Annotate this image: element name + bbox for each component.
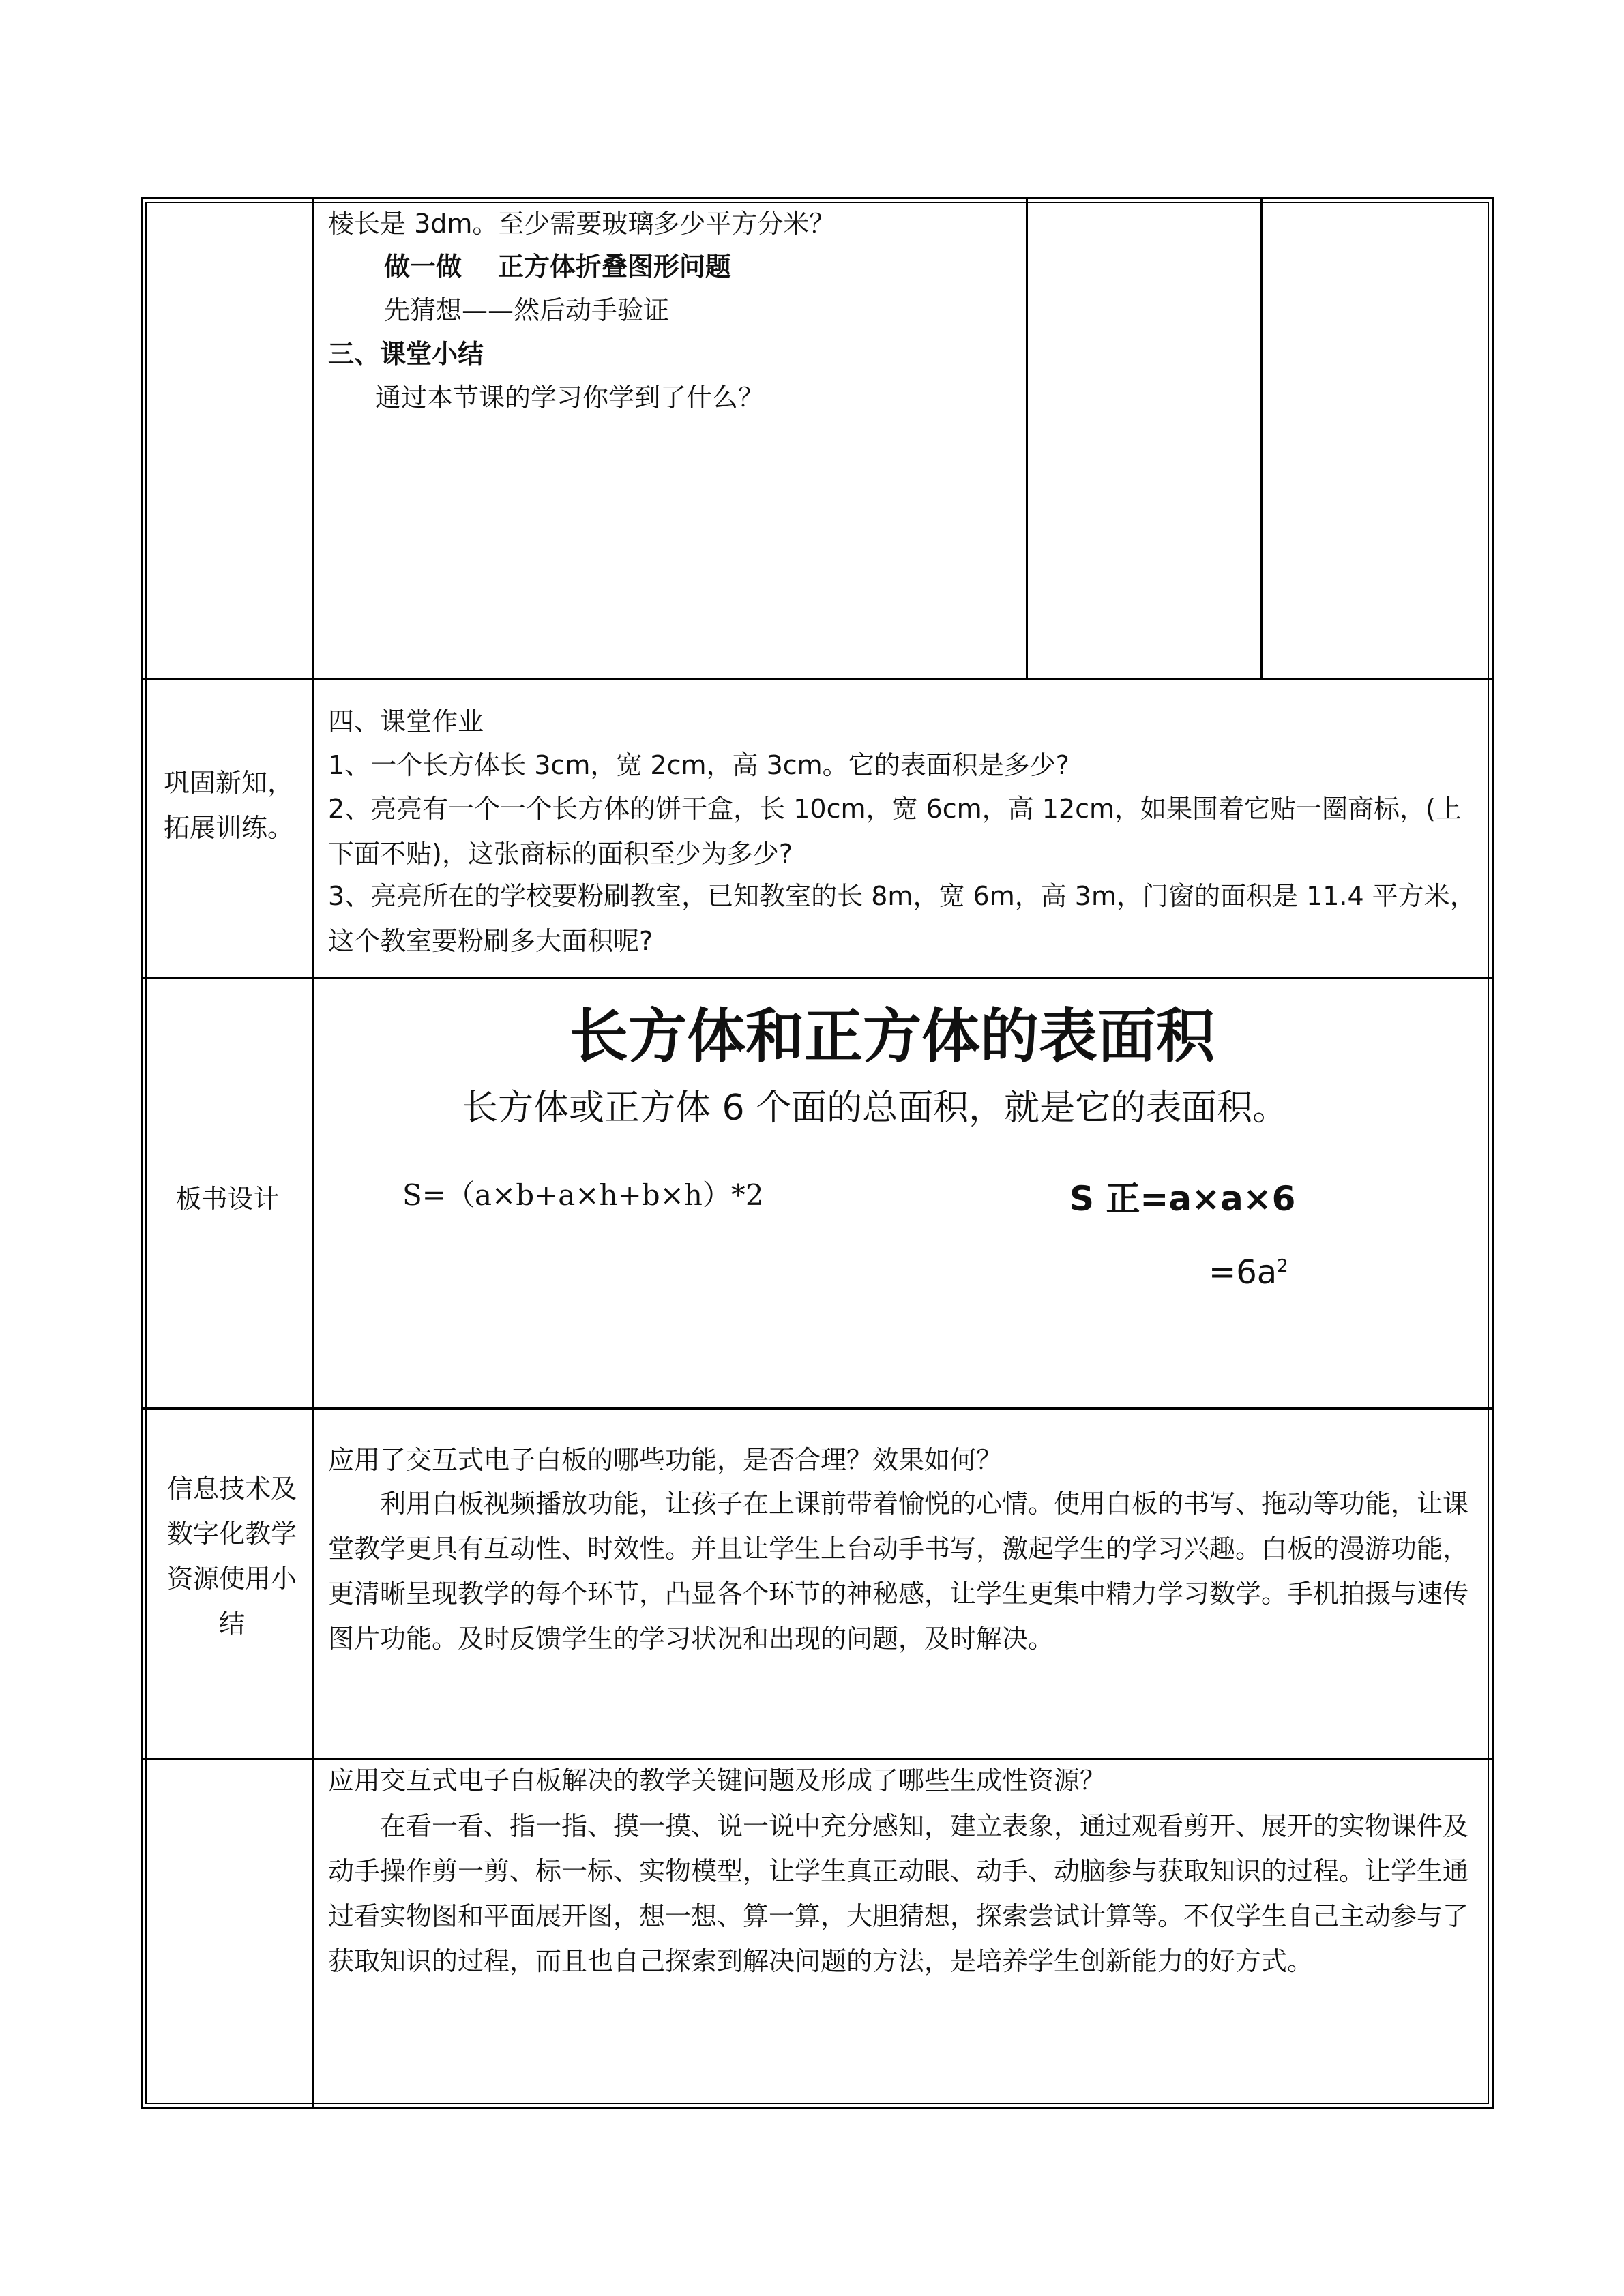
row1-line-3: 先猜想——然后动手验证 <box>384 295 670 325</box>
row4-body: 利用白板视频播放功能，让孩子在上课前带着愉悦的心情。使用白板的书写、拖动等功能，让课堂教学更具有互动性、时效性。并且让学生上台动手书写，激起学生的学习兴趣。白板的漫游功能，更清晰呈现教学的每个环节，凸显各个环节的神秘感，让学生更集中精力学习数学。手机拍摄与速传图片功能。及时反馈学生的学习状况和出现的问题，及时解决。 <box>328 1489 1469 1654</box>
row4-label: 信息技术及数字化教学资源使用小结 <box>167 1474 297 1639</box>
cuboid-formula: S=（a×b+a×h+b×h）*2 <box>402 1178 764 1212</box>
row1-line-1: 棱长是 3dm。至少需要玻璃多少平方分米？ <box>328 209 836 239</box>
homework-q1: 1、一个长方体长 3cm，宽 2cm，高 3cm。它的表面积是多少? <box>328 750 1069 780</box>
column-divider <box>1026 197 1028 679</box>
row-divider <box>141 1407 1494 1410</box>
homework-q2: 2、亮亮有一个一个长方体的饼干盒，长 10cm，宽 6cm，高 12cm，如果围着它贴一圈商标，(上下面不贴)，这张商标的面积至少为多少? <box>328 794 1462 869</box>
row3-label: 板书设计 <box>175 1184 280 1214</box>
board-title: 长方体和正方体的表面积 <box>570 1002 1215 1071</box>
column-divider <box>312 197 314 2109</box>
cube-formula: S 正=a×a×6 <box>1069 1179 1296 1219</box>
column-divider <box>1260 197 1263 679</box>
row5-question: 应用交互式电子白板解决的教学关键问题及形成了哪些生成性资源？ <box>328 1765 1106 1795</box>
row4-question: 应用了交互式电子白板的哪些功能，是否合理？效果如何？ <box>328 1445 1003 1475</box>
row-divider <box>141 977 1494 979</box>
row1-line-2: 做一做 正方体折叠图形问题 <box>384 252 731 282</box>
cube-formula-simplified: $=6a^2$ <box>1209 1253 1288 1292</box>
row1-line-5: 通过本节课的学习你学到了什么？ <box>375 383 765 413</box>
row2-label: 巩固新知，拓展训练。 <box>164 768 294 843</box>
homework-heading: 四、课堂作业 <box>328 706 484 736</box>
homework-q3: 3、亮亮所在的学校要粉刷教室，已知教室的长 8m，宽 6m，高 3m，门窗的面积是 11.4 平方米，这个教室要粉刷多大面积呢? <box>328 881 1476 956</box>
row5-body: 在看一看、指一指、摸一摸、说一说中充分感知，建立表象，通过观看剪开、展开的实物课件及动手操作剪一剪、标一标、实物模型，让学生真正动眼、动手、动脑参与获取知识的过程。让学生通过看实物图和平面展开图，想一想、算一算，大胆猜想，探索尝试计算等。不仅学生自己主动参与了获取知识的过程，而且也自己探索到解决问题的方法，是培养学生创新能力的好方式。 <box>328 1811 1469 1976</box>
row1-section-heading: 三、课堂小结 <box>328 339 484 369</box>
board-subtitle: 长方体或正方体 6 个面的总面积，就是它的表面积。 <box>462 1088 1288 1129</box>
row-divider <box>141 678 1494 680</box>
